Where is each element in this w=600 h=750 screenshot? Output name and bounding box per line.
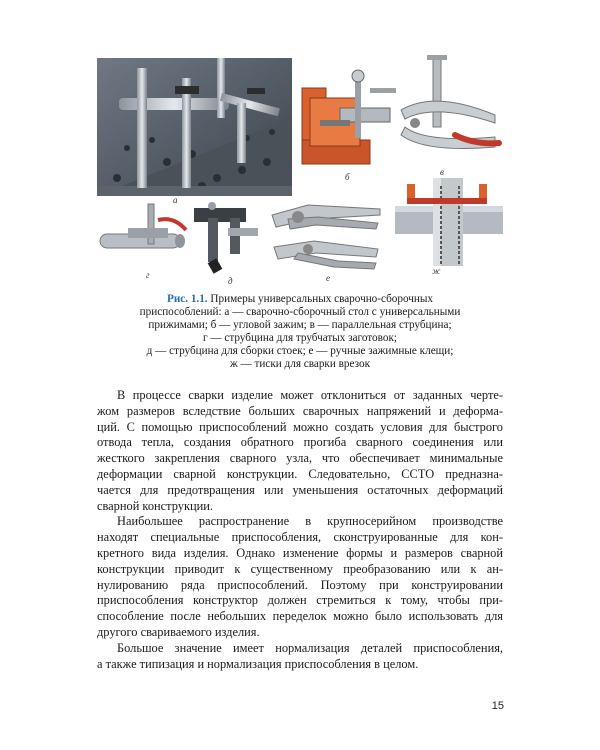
text-line: нулированию ряда приспособлений. Поэтому при конструировании [97, 577, 503, 592]
text-line: чается для предотвращения или уменьшения остаточных деформаций [97, 482, 503, 497]
photo-tube-clamp [98, 200, 190, 268]
panel-label-g: г [146, 270, 150, 280]
text-line: деформации сварной конструкции. Следовательно, ССТО предназна- [97, 466, 503, 481]
photo-angle-clamp [300, 68, 400, 170]
caption-line: приспособлений: а — сварочно-сборочный стол с универсальными [139, 306, 461, 318]
paragraph-1 [97, 388, 503, 514]
text-line: находят специальные приспособления, сконструированные для кон- [97, 530, 503, 545]
text-line: приспособления конструктор должен стремиться к тому, чтобы при- [97, 593, 503, 608]
text-line: жесткого закрепления сварного узла, что обеспечивает минимальные [97, 451, 503, 466]
text-line: Наибольшее распространение в крупносерийном производстве [117, 514, 503, 529]
paragraph-3 [97, 641, 503, 673]
photo-stand-clamp [190, 198, 262, 274]
photo-parallel-clamp [395, 55, 503, 163]
text-line: ций. С помощью приспособлений можно создать условия для быстрого [97, 419, 503, 434]
caption-line: Рис. 1.1. Примеры универсальных сварочно-сборочных [166, 293, 434, 305]
panel-label-b: б [345, 172, 350, 182]
text-line: отвода тепла, создания обратного прогиба сварного соединения или [97, 435, 503, 450]
text-line: конструкции приводит к существенному преобразованию или к ан- [97, 561, 503, 576]
photo-welding-table [97, 58, 292, 196]
panel-label-a: а [173, 195, 178, 205]
text-line: сварной конструкции. [97, 498, 213, 513]
text-line: В процессе сварки изделие может отклониться от заданных черте- [117, 388, 503, 402]
panel-label-v: в [440, 167, 444, 177]
caption-line: прижимами; б — угловой зажим; в — параллельная струбцина; [148, 319, 452, 331]
text-line: другого свариваемого изделия. [97, 624, 260, 639]
paragraph-2 [97, 514, 503, 640]
panel-label-zh: ж [432, 266, 441, 276]
text-line: кретного вида изделия. Однако изменение формы и размеров сварной [97, 545, 503, 560]
text-line: а также типизация и нормализация приспособления в целом. [97, 656, 419, 671]
caption-line: д — струбцина для сборки стоек; е — ручные зажимные клещи; [146, 345, 454, 357]
caption-line: ж — тиски для сварки врезок [229, 358, 371, 370]
panel-label-d: д [228, 276, 233, 286]
panel-label-e: е [326, 273, 330, 283]
figure-caption [110, 293, 490, 371]
caption-line: г — струбцина для трубчатых заготовок; [203, 332, 397, 344]
figure-number: Рис. 1.1. [166, 293, 208, 305]
photo-pipe-vise [395, 178, 503, 266]
text-line: Большое значение имеет нормализация деталей приспособления, [117, 640, 503, 655]
text-line: способление после небольших переделок можно было использовать для [97, 609, 503, 624]
page-number: 15 [491, 700, 504, 712]
body-text [97, 388, 503, 672]
text-line: жом размеров вследствие больших сварочных напряжений и деформа- [97, 403, 503, 418]
photo-locking-pliers [268, 197, 386, 273]
